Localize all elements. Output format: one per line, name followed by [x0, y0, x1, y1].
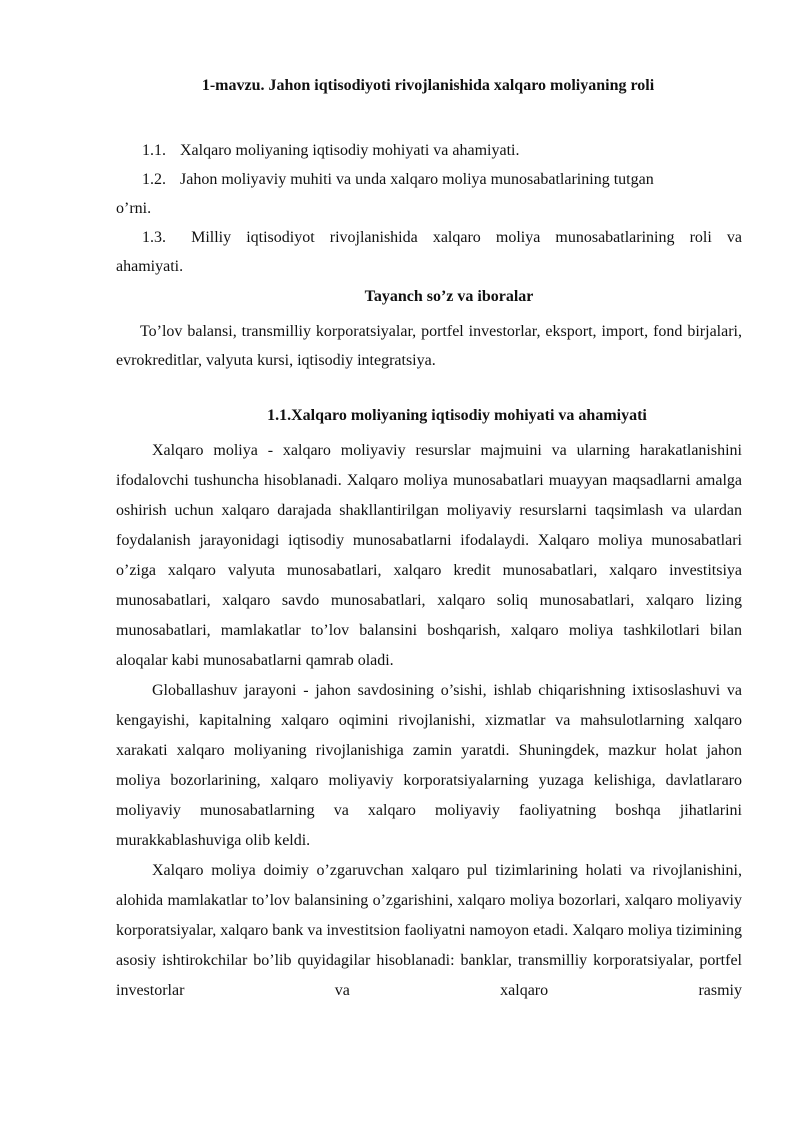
- page-title: 1-mavzu. Jahon iqtisodiyoti rivojlanishida xalqaro moliyaning roli: [201, 77, 655, 94]
- outline-item-3-continuation: ahamiyati.: [116, 258, 184, 275]
- outline-text: Milliy iqtisodiyot rivojlanishida xalqaro moliya munosabatlarining roli va: [191, 229, 743, 246]
- outline-number: 1.3.: [142, 229, 166, 246]
- outline-item-3: [116, 223, 742, 252]
- paragraph-2: Globallashuv jarayoni - jahon savdosining o’sishi, ishlab chiqarishning ixtisoslashuvi va kengayishi, kapitalning xalqaro oqimini rivojlanishi, xizmatlar va mahsulotlarning xalqaro xarakati xalqaro moliyaning rivojlanishiga zamin yaratdi. Shuningdek, mazkur holat jahon moliya bozorlarining, xalqaro moliyaviy korporatsiyalarning yuzaga kelishiga, davlatlararo moliyaviy munosabatlarning va xalqaro moliyaviy faoliyatning boshqa jihatlarini murakkablashuviga olib keldi.: [116, 682, 742, 849]
- paragraph-3: Xalqaro moliya doimiy o’zgaruvchan xalqaro pul tizimlarining holati va rivojlanishini, alohida mamlakatlar to’lov balansining o’zgarishini, xalqaro moliya bozorlari, xalqaro moliyaviy korporatsiyalar, xalqaro bank va investitsion faoliyatni namoyon etadi. Xalqaro moliya tizimining asosiy ishtirokchilar bo’lib quyidagilar hisoblanadi: banklar, transmilliy korporatsiyalar, portfel investorlar va xalqaro rasmiy: [116, 862, 742, 999]
- outline-text: Jahon moliyaviy muhiti va unda xalqaro moliya munosabatlarining tutgan: [180, 171, 654, 188]
- outline-item-2: [116, 165, 742, 194]
- keywords-heading: Tayanch so’z va iboralar: [364, 288, 534, 305]
- outline-text: Xalqaro moliyaning iqtisodiy mohiyati va ahamiyati.: [180, 142, 520, 159]
- section-body: [116, 436, 742, 1006]
- section-heading: 1.1.Xalqaro moliyaning iqtisodiy mohiyati va ahamiyati: [267, 407, 647, 424]
- paragraph-1: Xalqaro moliya - xalqaro moliyaviy resurslar majmuini va ularning harakatlanishini ifodalovchi tushuncha hisoblanadi. Xalqaro moliya munosabatlari muayyan maqsadlarni amalga oshirish uchun xalqaro darajada shakllantirilgan moliyaviy resurslarni taqsimlash va ulardan foydalanish jarayonidagi iqtisodiy munosabatlarni ifodalaydi. Xalqaro moliya munosabatlari o’ziga xalqaro valyuta munosabatlari, xalqaro kredit munosabatlari, xalqaro investitsiya munosabatlari, xalqaro savdo munosabatlari, xalqaro soliq munosabatlari, xalqaro lizing munosabatlari, mamlakatlar to’lov balansini boshqarish, xalqaro moliya tashkilotlari bilan aloqalar kabi munosabatlarni qamrab oladi.: [116, 442, 742, 669]
- outline-number: 1.1.: [142, 142, 166, 159]
- keywords-text: To’lov balansi, transmilliy korporatsiyalar, portfel investorlar, eksport, import, fond birjalari, evrokreditlar, valyuta kursi, iqtisodiy integratsiya.: [116, 323, 742, 369]
- outline-item-1: [116, 136, 742, 165]
- outline-number: 1.2.: [142, 171, 166, 188]
- outline-item-2-continuation: o’rni.: [116, 200, 152, 217]
- topic-outline: [116, 136, 742, 281]
